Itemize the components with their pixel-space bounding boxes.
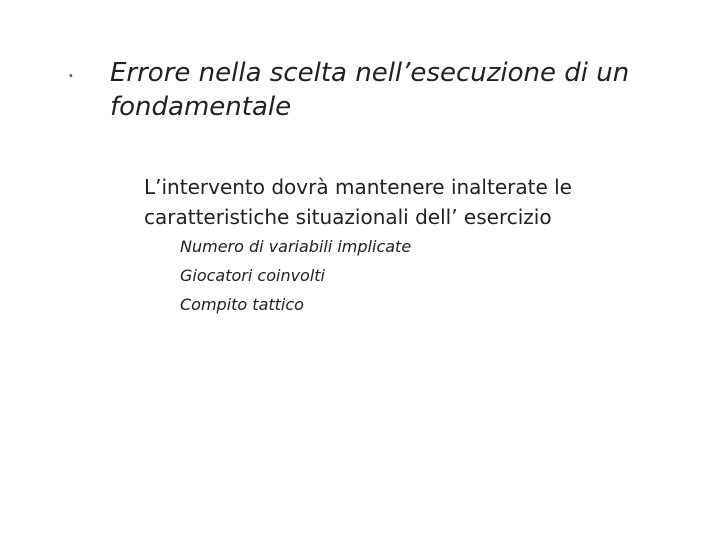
detail-item-players: Giocatori coinvolti bbox=[180, 266, 325, 285]
slide-body-text: L’intervento dovrà mantenere inalterate le caratteristiche situazionali dell’ esercizio bbox=[144, 175, 572, 229]
bullet-marker: • bbox=[68, 71, 74, 82]
detail-item-variables: Numero di variabili implicate bbox=[180, 237, 412, 256]
slide-title: Errore nella scelta nell’esecuzione di un fondamentale bbox=[110, 58, 630, 122]
detail-item-tactical-task: Compito tattico bbox=[180, 295, 304, 314]
detail-list bbox=[180, 232, 411, 319]
